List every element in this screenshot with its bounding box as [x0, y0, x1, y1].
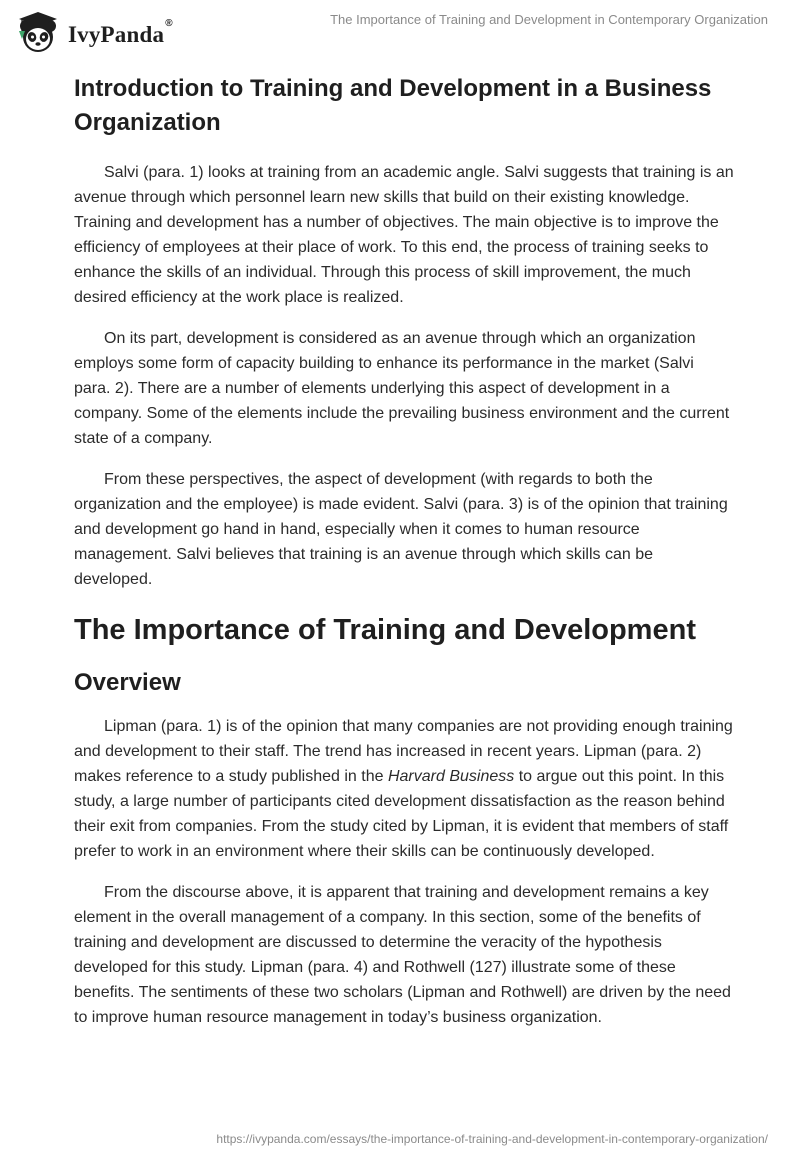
page-header: [0, 0, 800, 64]
essay-content: [74, 72, 734, 1046]
section-heading-introduction: Introduction to Training and Development in a Business Organization: [74, 75, 712, 136]
subheading-overview: Overview: [74, 669, 181, 696]
paragraph: Salvi (para. 1) looks at training from an academic angle. Salvi suggests that training is an avenue through which personnel learn new skills that build on their existing knowledge. Training and development has a number of objectives. The main objective is to improve the efficiency of employees at their place of work. To this end, the process of training seeks to enhance the skills of an individual. Through this process of skill improvement, the much desired efficiency at the work place is realized.: [74, 164, 734, 306]
section-heading-importance: The Importance of Training and Development: [74, 614, 696, 646]
italic-title: Harvard Business: [387, 768, 515, 785]
registered-mark: ®: [165, 18, 173, 29]
paragraph: On its part, development is considered as an avenue through which an organization employs some form of capacity building to enhance its performance in the market (Salvi para. 2). There are a number of elements underlying this aspect of development in a company. Some of the elements include the prevailing business environment and the current state of a company.: [74, 330, 730, 447]
paragraph-text: to argue out this point. In this study, a large number of participants cited development dissatisfaction as the reason behind their exit from companies. From the study cited by Lipman, it is evident that members of staff prefer to work in an environment where their skills can be continuously developed.: [74, 768, 729, 860]
document-title: The Importance of Training and Development in Contemporary Organization: [330, 12, 768, 27]
brand-logo[interactable]: [14, 8, 173, 58]
paragraph: [74, 714, 734, 864]
source-url[interactable]: https://ivypanda.com/essays/the-importance-of-training-and-development-in-contemporary-organization/: [216, 1132, 768, 1146]
paragraph-text: Lipman (para. 1) is of the opinion that many companies are not providing enough training and development to their staff. The trend has increased in recent years. Lipman (para. 2) makes reference to a study published in the: [74, 718, 733, 785]
paragraph: From the discourse above, it is apparent that training and development remains a key element in the overall management of a company. In this section, some of the benefits of training and development are discussed to determine the veracity of the hypothesis developed for this study. Lipman (para. 4) and Rothwell (127) illustrate some of these benefits. The sentiments of these two scholars (Lipman and Rothwell) are driven by the need to improve human resource management in today’s business organization.: [74, 884, 731, 1026]
paragraph: From these perspectives, the aspect of development (with regards to both the organization and the employee) is made evident. Salvi (para. 3) is of the opinion that training and development go hand in hand, especially when it comes to human resource management. Salvi believes that training is an avenue through which skills can be developed.: [74, 471, 728, 588]
brand-name: IvyPanda®: [68, 18, 173, 47]
panda-graduate-logo-icon: [14, 9, 62, 57]
